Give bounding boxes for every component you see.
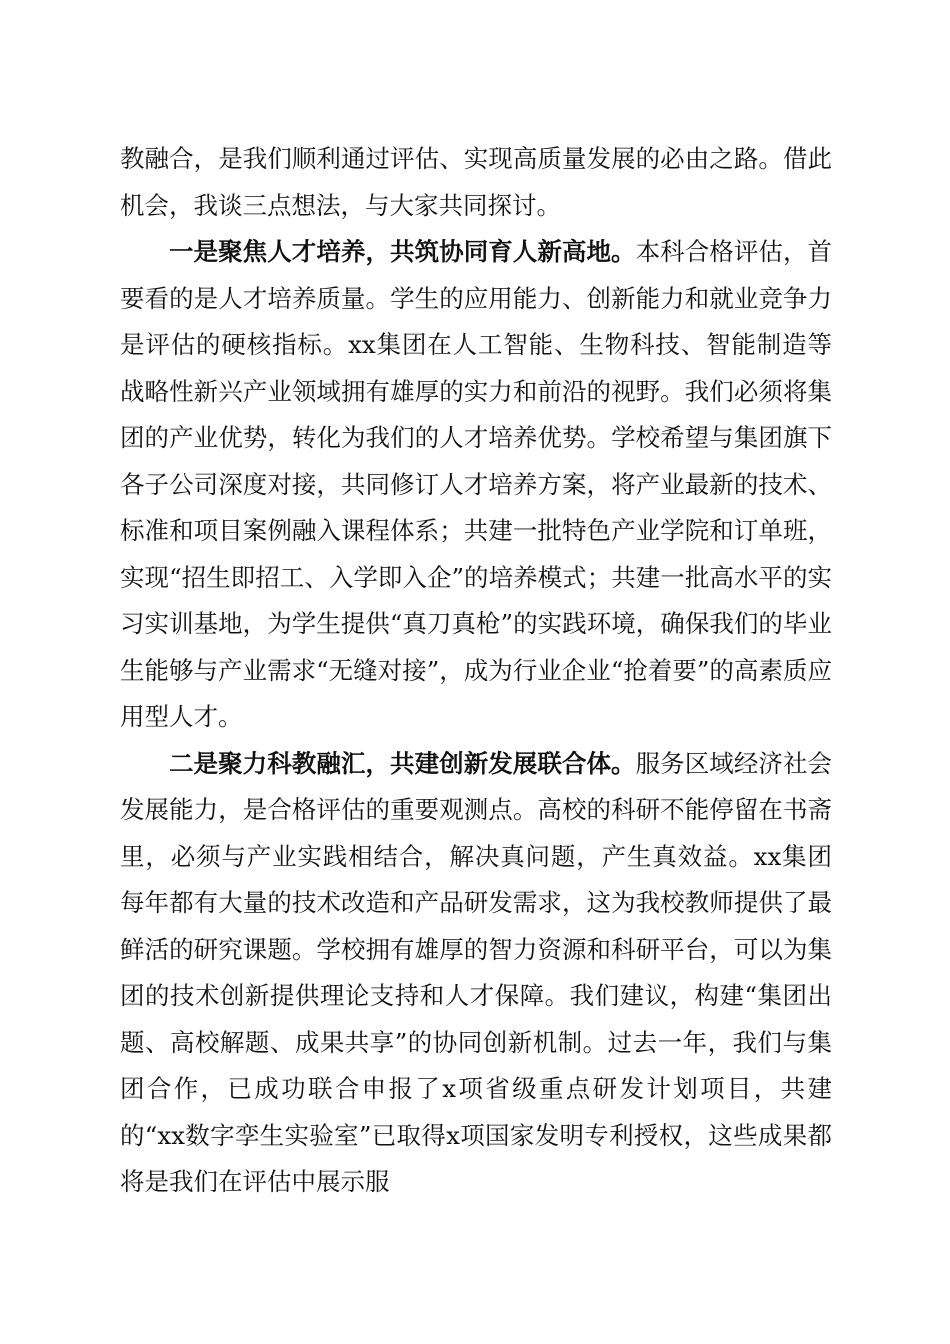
paragraph-heading: 二是聚力科教融汇，共建创新发展联合体。	[169, 748, 636, 778]
paragraph-intro-continuation	[120, 136, 832, 229]
paragraph-text: 教融合，是我们顺利通过评估、实现高质量发展的必由之路。借此机会，我谈三点想法，与大家共同探讨。	[120, 144, 832, 220]
document-body	[120, 136, 832, 1206]
paragraph-heading: 一是聚焦人才培养，共筑协同育人新高地。	[169, 237, 636, 266]
paragraph-talent-cultivation	[120, 229, 832, 741]
paragraph-science-education	[120, 741, 832, 1206]
paragraph-text: 本科合格评估，首要看的是人才培养质量。学生的应用能力、创新能力和就业竞争力是评估的硬核指标。xx集团在人工智能、生物科技、智能制造等战略性新兴产业领域拥有雄厚的实力和前沿的视野。我们必须将集团的产业优势，转化为我们的人才培养优势。学校希望与集团旗下各子公司深度对接，共同修订人才培养方案，将产业最新的技术、标准和项目案例融入课程体系；共建一批特色产业学院和订单班，实现“招生即招工、入学即入企”的培养模式；共建一批高水平的实习实训基地，为学生提供“真刀真枪”的实践环境，确保我们的毕业生能够与产业需求“无缝对接”，成为行业企业“抢着要”的高素质应用型人才。	[120, 237, 833, 731]
paragraph-text: 服务区域经济社会发展能力，是合格评估的重要观测点。高校的科研不能停留在书斋里，必须与产业实践相结合，解决真问题，产生真效益。xx集团每年都有大量的技术改造和产品研发需求，这为我校教师提供了最鲜活的研究课题。学校拥有雄厚的智力资源和科研平台，可以为集团的技术创新提供理论支持和人才保障。我们建议，构建“集团出题、高校解题、成果共享”的协同创新机制。过去一年，我们与集团合作，已成功联合申报了x项省级重点研发计划项目，共建的“xx数字孪生实验室”已取得x项国家发明专利授权，这些成果都将是我们在评估中展示服	[120, 748, 833, 1196]
